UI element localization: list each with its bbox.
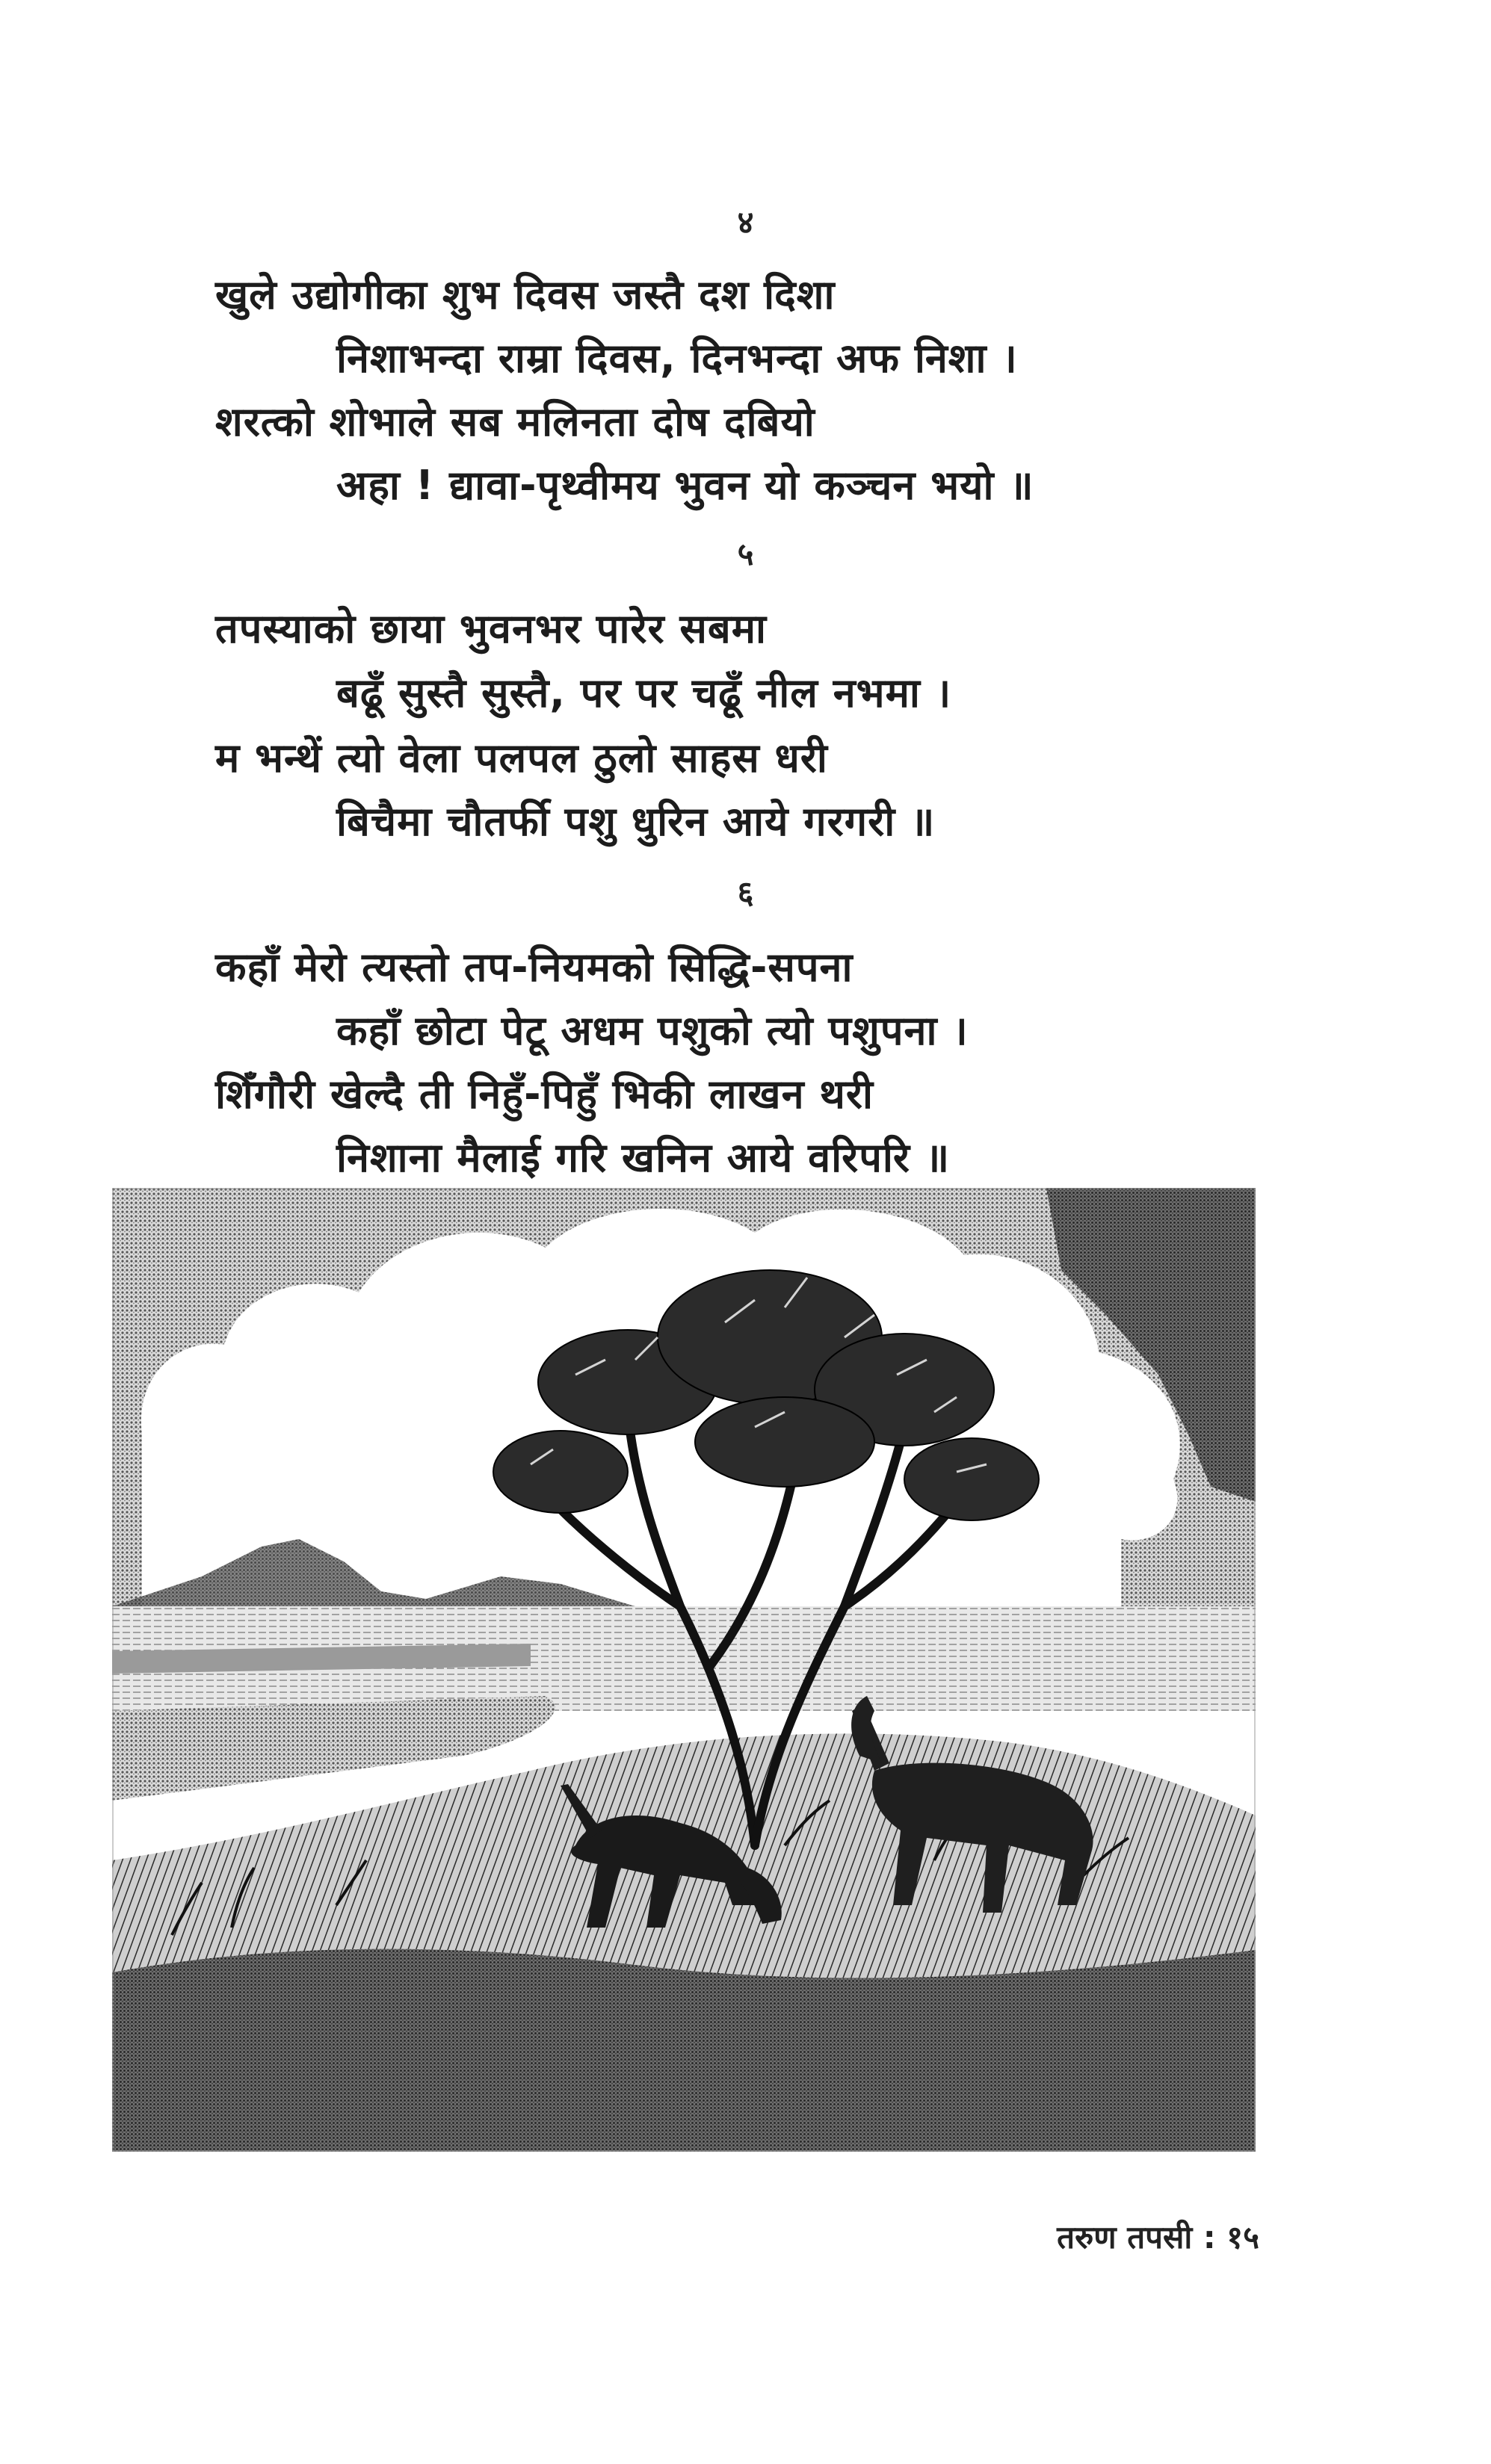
landscape-tree-goats-illustration-icon: [112, 1188, 1256, 2152]
verse-line: तपस्याको छाया भुवनभर पारेर सबमा: [215, 605, 768, 652]
verse-line: म भन्थें त्यो वेला पलपल ठुलो साहस धरी: [215, 734, 828, 781]
stanza-number: ५: [737, 536, 754, 572]
stanza-number: ४: [737, 204, 754, 241]
verse-line: खुले उद्योगीका शुभ दिवस जस्तै दश दिशा: [215, 271, 836, 318]
verse-line: कहाँ मेरो त्यस्तो तप-नियमको सिद्धि-सपना: [215, 944, 853, 991]
verse-line: बढूँ सुस्तै सुस्तै, पर पर चढूँ नील नभमा ।: [336, 669, 952, 716]
verse-line: निशाना मैलाई गरि खनिन आये वरिपरि ॥: [336, 1134, 951, 1181]
verse-line: अहा ! द्यावा-पृथ्वीमय भुवन यो कञ्चन भयो ॥: [336, 462, 1034, 509]
verse-line: शिँगौरी खेल्दै ती निहुँ-पिहुँ भिकी लाखन थरी: [215, 1071, 874, 1118]
landscape-illustration: [112, 1188, 1256, 2152]
verse-line: निशाभन्दा राम्रा दिवस, दिनभन्दा अफ निशा ।: [336, 335, 1018, 382]
verse-line: कहाँ छोटा पेटू अधम पशुको त्यो पशुपना ।: [336, 1007, 969, 1054]
verse-line: शरत्को शोभाले सब मलिनता दोष दबियो: [215, 398, 815, 445]
verse-line: बिचैमा चौतर्फी पशु धुरिन आये गरगरी ॥: [336, 798, 936, 845]
stanza-number: ६: [737, 874, 754, 911]
page-footer: तरुण तपसी : १५: [1057, 2219, 1259, 2256]
